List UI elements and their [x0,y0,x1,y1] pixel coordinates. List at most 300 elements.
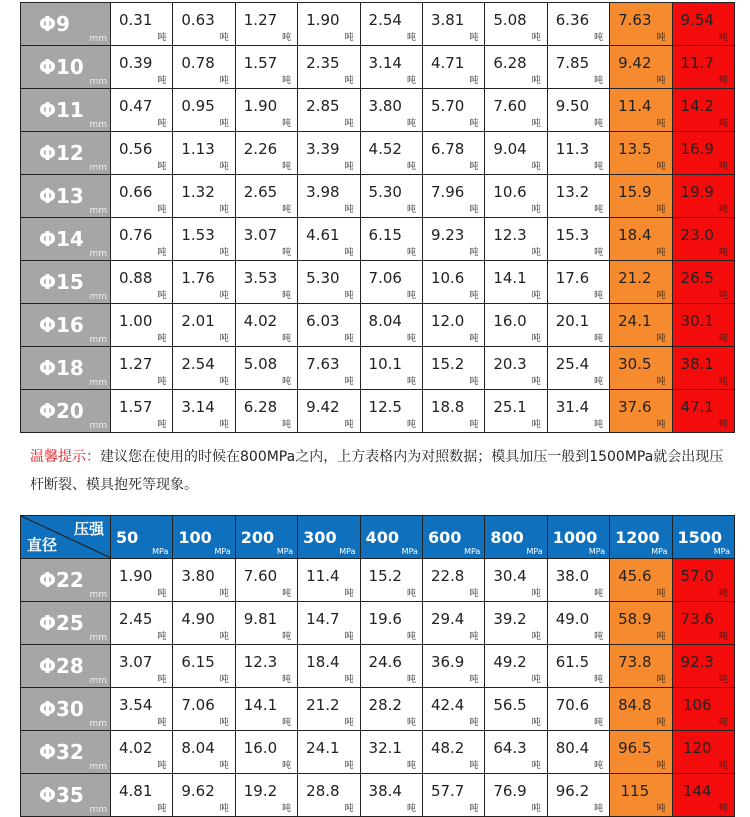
force-cell [360,304,422,347]
ton-unit: 吨 [594,162,604,172]
force-cell [173,602,235,645]
force-value: 2.01 [181,312,215,330]
force-value: 19.2 [243,782,278,800]
force-cell [235,645,297,688]
ton-unit: 吨 [282,804,292,814]
diameter-cell [21,774,111,817]
force-cell [235,688,297,731]
force-cell [422,132,484,175]
force-value: 15.3 [555,226,590,244]
ton-unit: 吨 [469,119,479,129]
ton-unit: 吨 [531,632,541,642]
diameter-value: Φ10 [39,55,84,79]
ton-unit: 吨 [594,33,604,43]
force-value: 19.9 [680,183,714,201]
ton-unit: 吨 [344,675,354,685]
force-cell [298,390,360,433]
force-cell [298,559,360,602]
force-value: 0.31 [118,11,153,29]
ton-unit: 吨 [219,33,229,43]
diameter-cell [21,688,111,731]
force-cell [547,46,609,89]
pressure-value: 50 [116,527,139,547]
diameter-value: Φ9 [39,12,70,36]
ton-unit: 吨 [718,334,728,344]
force-cell [610,731,672,774]
force-cell [111,261,173,304]
force-cell [235,132,297,175]
ton-unit: 吨 [344,76,354,86]
force-cell [111,175,173,218]
ton-unit: 吨 [344,589,354,599]
force-cell [111,602,173,645]
force-value: 31.4 [555,398,590,416]
ton-unit: 吨 [282,675,292,685]
pressure-header [360,516,422,559]
force-cell [422,261,484,304]
force-cell [298,218,360,261]
force-cell [610,645,672,688]
force-cell [672,89,734,132]
pressure-header [547,516,609,559]
force-value: 3.80 [368,97,402,115]
force-value: 0.39 [118,54,153,72]
force-value: 45.6 [618,567,652,585]
force-cell [235,46,297,89]
force-cell [173,774,235,817]
force-value: 6.15 [181,653,215,671]
force-value: 9.42 [618,54,652,72]
table-row [21,347,735,390]
force-value: 11.3 [555,140,590,158]
force-cell [422,89,484,132]
force-value: 0.66 [118,183,153,201]
force-cell [360,46,422,89]
force-value: 1.90 [243,97,278,115]
mpa-unit: MPa [713,547,730,556]
force-value: 15.2 [368,567,402,585]
table-row [21,559,735,602]
diameter-value: Φ15 [39,270,84,294]
ton-unit: 吨 [406,119,416,129]
force-cell [672,602,734,645]
force-cell [547,559,609,602]
ton-unit: 吨 [344,761,354,771]
force-value: 32.1 [368,739,402,757]
force-cell [610,602,672,645]
ton-unit: 吨 [282,76,292,86]
force-value: 28.8 [306,782,340,800]
ton-unit: 吨 [157,761,167,771]
diameter-value: Φ14 [39,227,84,251]
force-value: 25.4 [555,355,590,373]
ton-unit: 吨 [282,761,292,771]
force-cell [485,347,547,390]
force-value: 7.60 [243,567,278,585]
diameter-value: Φ16 [39,313,84,337]
force-value: 7.06 [181,696,215,714]
force-cell [173,731,235,774]
ton-unit: 吨 [344,119,354,129]
force-value: 80.4 [555,739,590,757]
force-value: 6.15 [368,226,402,244]
ton-unit: 吨 [656,291,666,301]
ton-unit: 吨 [531,718,541,728]
force-value: 20.3 [493,355,527,373]
ton-unit: 吨 [718,718,728,728]
ton-unit: 吨 [157,205,167,215]
force-value: 56.5 [493,696,527,714]
mm-unit: mm [89,676,107,686]
ton-unit: 吨 [656,205,666,215]
force-cell [298,688,360,731]
force-value: 28.2 [368,696,402,714]
force-cell [111,645,173,688]
force-value: 11.4 [306,567,340,585]
force-cell [360,645,422,688]
mm-unit: mm [89,378,107,388]
ton-unit: 吨 [406,589,416,599]
force-value: 61.5 [555,653,590,671]
ton-unit: 吨 [656,33,666,43]
force-value: 20.1 [555,312,590,330]
force-value: 1.27 [118,355,153,373]
force-cell [235,347,297,390]
force-value: 19.6 [368,610,402,628]
force-cell [672,261,734,304]
force-cell [298,602,360,645]
ton-unit: 吨 [282,589,292,599]
ton-unit: 吨 [157,804,167,814]
ton-unit: 吨 [718,589,728,599]
force-value: 5.30 [368,183,402,201]
force-cell [672,645,734,688]
force-cell [610,688,672,731]
force-value: 16.9 [680,140,714,158]
table-row [21,304,735,347]
force-cell [173,89,235,132]
force-value: 3.81 [430,11,465,29]
force-cell [111,218,173,261]
force-cell [610,46,672,89]
force-cell [173,390,235,433]
diameter-cell [21,132,111,175]
force-table-large [20,515,735,817]
mm-unit: mm [89,77,107,87]
ton-unit: 吨 [344,334,354,344]
force-value: 2.85 [306,97,340,115]
force-cell [111,390,173,433]
pressure-header [672,516,734,559]
force-value: 0.78 [181,54,215,72]
force-cell [672,559,734,602]
mm-unit: mm [89,206,107,216]
force-cell [298,774,360,817]
force-cell [547,89,609,132]
ton-unit: 吨 [157,291,167,301]
force-value: 0.63 [181,11,215,29]
ton-unit: 吨 [656,420,666,430]
pressure-value: 400 [365,527,399,547]
force-value: 15.2 [430,355,465,373]
mm-unit: mm [89,805,107,815]
diameter-value: Φ25 [39,611,84,635]
force-value: 1.76 [181,269,215,287]
ton-unit: 吨 [718,162,728,172]
ton-unit: 吨 [469,589,479,599]
diameter-value: Φ30 [39,697,84,721]
ton-unit: 吨 [344,291,354,301]
force-value: 96.2 [555,782,590,800]
pressure-value: 1000 [552,527,598,547]
ton-unit: 吨 [469,675,479,685]
ton-unit: 吨 [219,718,229,728]
force-cell [360,3,422,46]
ton-unit: 吨 [157,632,167,642]
ton-unit: 吨 [282,33,292,43]
force-cell [485,645,547,688]
ton-unit: 吨 [531,420,541,430]
force-cell [485,261,547,304]
force-cell [298,304,360,347]
ton-unit: 吨 [157,119,167,129]
force-value: 38.1 [680,355,714,373]
force-value: 12.3 [493,226,527,244]
ton-unit: 吨 [469,33,479,43]
force-cell [235,559,297,602]
pressure-label: 压强 [73,520,104,538]
force-cell [547,774,609,817]
force-value: 29.4 [430,610,465,628]
mpa-unit: MPa [152,547,169,556]
force-cell [672,688,734,731]
ton-unit: 吨 [282,718,292,728]
force-cell [235,261,297,304]
force-value: 2.26 [243,140,278,158]
force-value: 14.1 [243,696,278,714]
force-value: 64.3 [493,739,527,757]
force-value: 57.7 [430,782,465,800]
force-cell [485,3,547,46]
pressure-header [173,516,235,559]
force-cell [111,688,173,731]
force-cell [547,261,609,304]
ton-unit: 吨 [718,675,728,685]
diameter-value: Φ13 [39,184,84,208]
diameter-cell [21,304,111,347]
force-value: 4.61 [306,226,340,244]
force-value: 9.62 [181,782,215,800]
force-cell [547,132,609,175]
ton-unit: 吨 [406,334,416,344]
force-value: 7.63 [618,11,652,29]
table-row [21,3,735,46]
force-value: 6.28 [243,398,278,416]
force-value: 3.54 [118,696,153,714]
diameter-cell [21,602,111,645]
tip-label: 温馨提示： [30,449,100,465]
force-value: 1.00 [118,312,153,330]
diameter-value: Φ18 [39,356,84,380]
force-cell [672,3,734,46]
mm-unit: mm [89,335,107,345]
force-cell [235,390,297,433]
table-row [21,390,735,433]
force-value: 30.4 [493,567,527,585]
force-cell [111,132,173,175]
force-cell [485,559,547,602]
force-cell [298,46,360,89]
force-cell [547,218,609,261]
force-cell [235,731,297,774]
force-cell [547,304,609,347]
force-value: 92.3 [680,653,714,671]
force-cell [173,46,235,89]
force-value: 73.6 [680,610,714,628]
ton-unit: 吨 [282,334,292,344]
force-cell [485,390,547,433]
force-cell [547,3,609,46]
force-value: 15.9 [618,183,652,201]
ton-unit: 吨 [344,205,354,215]
diameter-cell [21,390,111,433]
force-cell [422,347,484,390]
ton-unit: 吨 [406,377,416,387]
force-cell [547,175,609,218]
ton-unit: 吨 [594,761,604,771]
ton-unit: 吨 [157,248,167,258]
force-value: 18.4 [618,226,652,244]
ton-unit: 吨 [594,675,604,685]
pressure-value: 1200 [615,527,660,547]
force-cell [422,559,484,602]
force-cell [422,175,484,218]
tip-note [30,443,735,499]
force-value: 38.0 [555,567,590,585]
force-cell [485,175,547,218]
ton-unit: 吨 [718,761,728,771]
tip-text: 建议您在使用的时候在800MPa之内，上方表格内为对照数据；模具加压一般到1500MPa就会出现压杆断裂、模具抱死等现象。 [30,449,724,493]
force-cell [360,390,422,433]
force-cell [111,304,173,347]
force-value: 42.4 [430,696,465,714]
table-row [21,602,735,645]
force-cell [610,304,672,347]
mm-unit: mm [89,292,107,302]
ton-unit: 吨 [219,761,229,771]
force-cell [173,347,235,390]
diameter-cell [21,89,111,132]
force-cell [360,261,422,304]
diameter-cell [21,559,111,602]
force-value: 6.78 [430,140,465,158]
ton-unit: 吨 [406,205,416,215]
force-value: 4.71 [430,54,465,72]
force-value: 2.54 [368,11,402,29]
ton-unit: 吨 [282,632,292,642]
force-value: 96.5 [618,739,652,757]
ton-unit: 吨 [656,675,666,685]
ton-unit: 吨 [219,804,229,814]
ton-unit: 吨 [531,291,541,301]
pressure-header [298,516,360,559]
mm-unit: mm [89,590,107,600]
ton-unit: 吨 [219,334,229,344]
ton-unit: 吨 [344,632,354,642]
force-cell [422,688,484,731]
force-cell [547,347,609,390]
force-cell [547,731,609,774]
force-cell [610,89,672,132]
ton-unit: 吨 [344,420,354,430]
force-cell [235,89,297,132]
force-cell [298,347,360,390]
ton-unit: 吨 [718,248,728,258]
force-cell [422,731,484,774]
ton-unit: 吨 [219,76,229,86]
force-value: 5.30 [306,269,340,287]
ton-unit: 吨 [594,334,604,344]
ton-unit: 吨 [282,420,292,430]
force-cell [360,602,422,645]
ton-unit: 吨 [469,718,479,728]
force-value: 4.90 [181,610,215,628]
diameter-cell [21,218,111,261]
force-value: 1.90 [118,567,153,585]
diameter-cell [21,731,111,774]
ton-unit: 吨 [469,162,479,172]
diameter-cell [21,645,111,688]
ton-unit: 吨 [406,804,416,814]
force-value: 21.2 [618,269,652,287]
force-value: 17.6 [555,269,590,287]
diameter-value: Φ12 [39,141,84,165]
diameter-cell [21,3,111,46]
force-cell [111,559,173,602]
table-row [21,731,735,774]
force-value: 2.65 [243,183,278,201]
force-cell [422,390,484,433]
ton-unit: 吨 [469,761,479,771]
force-value: 76.9 [493,782,527,800]
force-cell [111,774,173,817]
force-value: 1.32 [181,183,215,201]
ton-unit: 吨 [656,119,666,129]
ton-unit: 吨 [594,119,604,129]
force-value: 9.50 [555,97,590,115]
ton-unit: 吨 [531,589,541,599]
ton-unit: 吨 [531,33,541,43]
force-value: 9.54 [680,11,714,29]
diameter-cell [21,261,111,304]
ton-unit: 吨 [469,420,479,430]
force-cell [485,89,547,132]
force-value: 37.6 [618,398,652,416]
ton-unit: 吨 [531,675,541,685]
force-table-small [20,2,735,433]
force-cell [173,218,235,261]
table-row [21,688,735,731]
ton-unit: 吨 [282,119,292,129]
force-cell [610,559,672,602]
ton-unit: 吨 [531,334,541,344]
force-value: 7.63 [306,355,340,373]
ton-unit: 吨 [469,377,479,387]
ton-unit: 吨 [718,291,728,301]
force-value: 70.6 [555,696,590,714]
force-cell [235,218,297,261]
force-cell [360,218,422,261]
